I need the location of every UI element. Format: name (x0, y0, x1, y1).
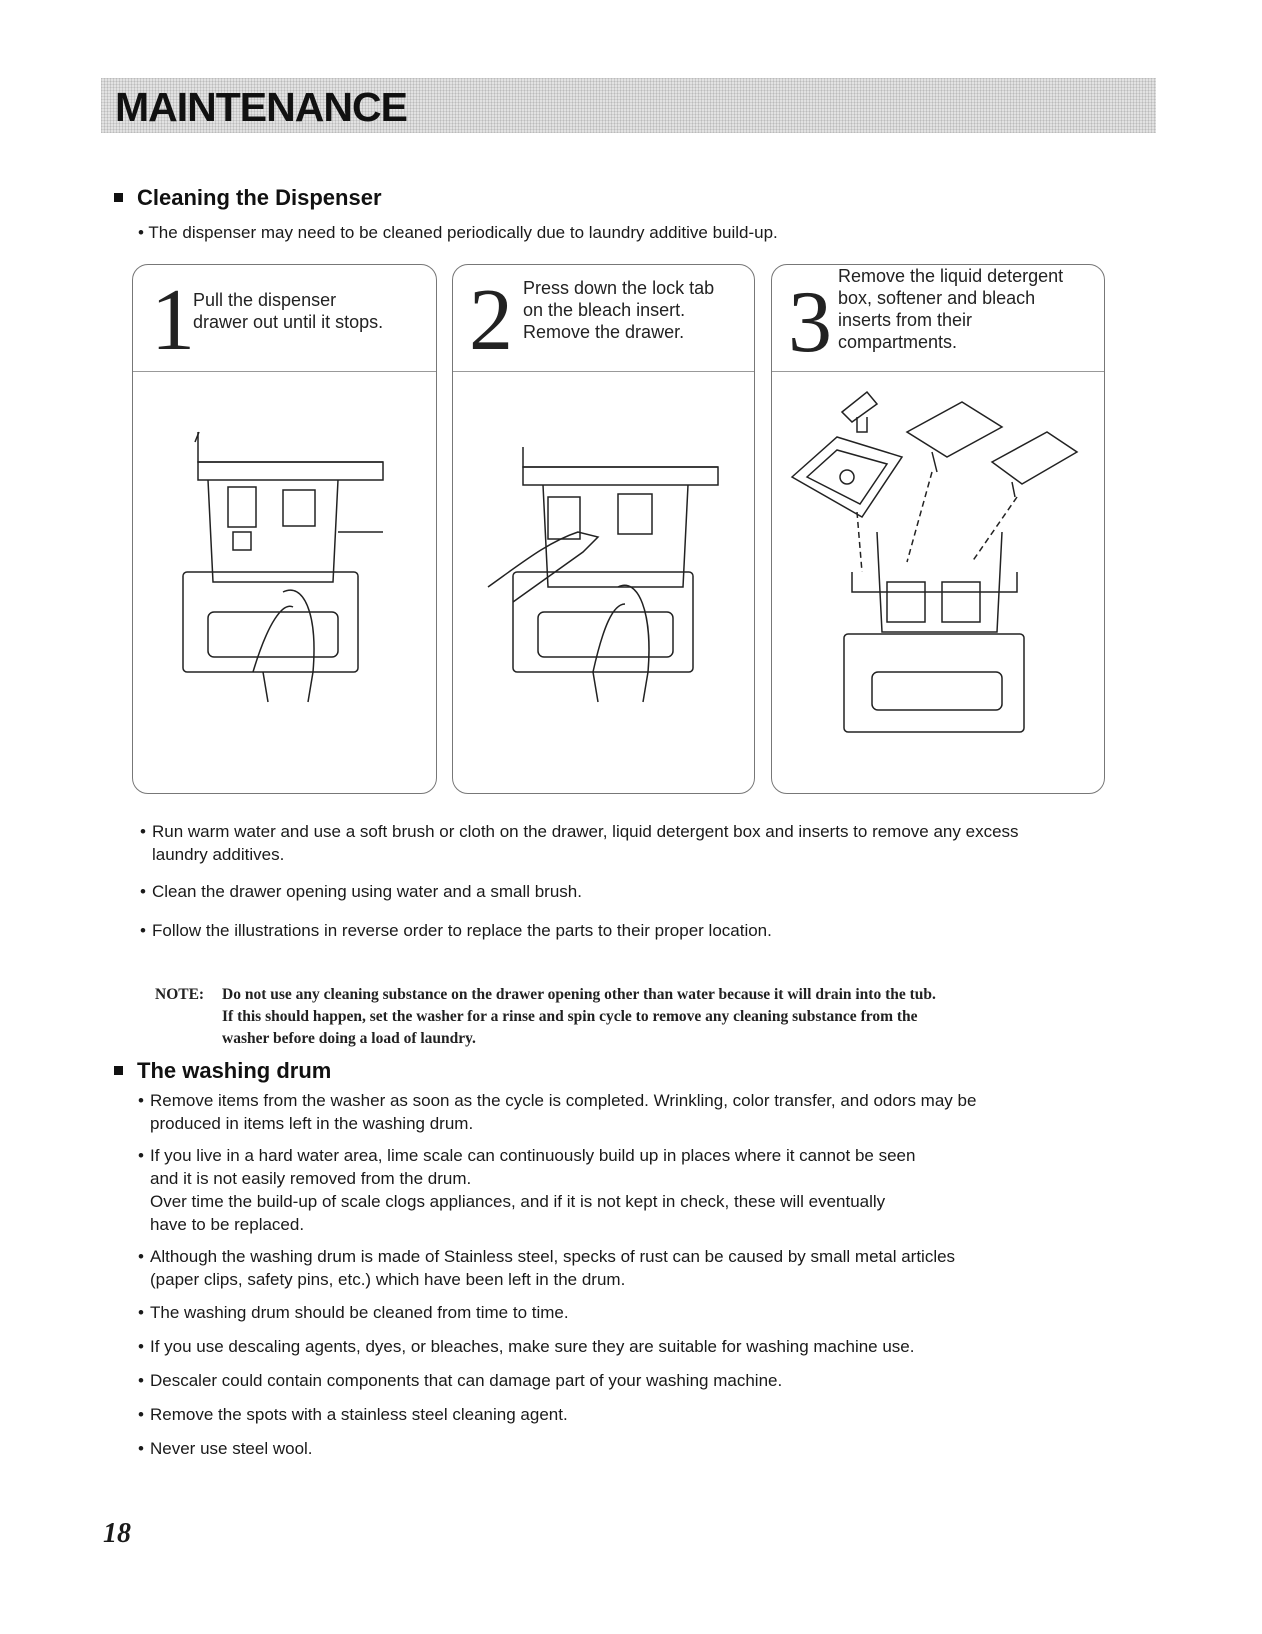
list-item (140, 880, 1019, 903)
dispenser-bullet-list (140, 820, 1019, 942)
list-item (138, 1301, 976, 1324)
step-1-line-1: Pull the dispenser (193, 290, 337, 310)
bullet-text: Never use steel wool. (150, 1439, 313, 1458)
bullet-text: laundry additives. (152, 845, 285, 864)
pull-drawer-illustration (133, 372, 436, 792)
step-1-line-2: drawer out until it stops. (193, 312, 384, 332)
step-3-line-3: inserts from their (838, 310, 973, 330)
press-lock-tab-illustration (453, 372, 754, 792)
square-bullet-icon (114, 193, 123, 202)
note-label: NOTE: (155, 986, 205, 1003)
bullet-text: produced in items left in the washing drum. (150, 1114, 474, 1133)
bullet-text: have to be replaced. (150, 1215, 305, 1234)
note-body (222, 984, 1125, 1050)
note-line: washer before doing a load of laundry. (222, 1030, 476, 1047)
page-title: MAINTENANCE (115, 84, 407, 130)
list-item (138, 1335, 976, 1358)
list-item (140, 820, 1019, 866)
square-bullet-icon (114, 1066, 123, 1075)
bullet-text: and it is not easily removed from the drum. (150, 1169, 472, 1188)
dispenser-heading (114, 185, 382, 211)
step-text-2 (523, 277, 714, 343)
list-item (140, 919, 1019, 942)
page-number: 18 (103, 1518, 131, 1549)
dispenser-intro-text: The dispenser may need to be cleaned periodically due to laundry additive build-up. (148, 223, 778, 242)
drum-bullet-list (138, 1089, 976, 1460)
step-3-line-2: box, softener and bleach (838, 288, 1036, 308)
list-item (138, 1089, 976, 1135)
step-panel-2 (452, 264, 755, 794)
step-text-1 (193, 289, 383, 333)
drum-heading (114, 1058, 331, 1084)
bullet-text: Over time the build-up of scale clogs appliances, and if it is not kept in check, these will eventually (150, 1192, 886, 1211)
bullet-text: The washing drum should be cleaned from time to time. (150, 1303, 569, 1322)
step-3-line-1: Remove the liquid detergent (838, 266, 1064, 286)
bullet-text: Remove the spots with a stainless steel cleaning agent. (150, 1405, 568, 1424)
note-line: Do not use any cleaning substance on the drawer opening other than water because it will drain into the tub. (222, 986, 936, 1003)
bullet-text: (paper clips, safety pins, etc.) which have been left in the drum. (150, 1270, 626, 1289)
step-2-line-1: Press down the lock tab (523, 278, 715, 298)
bullet-text: If you live in a hard water area, lime scale can continuously build up in places where it cannot be seen (150, 1146, 916, 1165)
drum-heading-text: The washing drum (137, 1058, 332, 1083)
list-item (138, 1144, 976, 1236)
remove-inserts-illustration (772, 372, 1104, 792)
list-item (138, 1403, 976, 1426)
dispenser-heading-text: Cleaning the Dispenser (137, 185, 382, 210)
bullet-text: Descaler could contain components that can damage part of your washing machine. (150, 1371, 783, 1390)
step-number-2: 2 (469, 272, 513, 369)
bullet-text: If you use descaling agents, dyes, or bleaches, make sure they are suitable for washing machine use. (150, 1337, 915, 1356)
step-number-3: 3 (788, 274, 832, 371)
list-item (138, 1437, 976, 1460)
step-2-line-3: Remove the drawer. (523, 322, 685, 342)
step-3-line-4: compartments. (838, 332, 958, 352)
note (155, 984, 1125, 1050)
bullet-text: Although the washing drum is made of Stainless steel, specks of rust can be caused by small metal articles (150, 1247, 956, 1266)
list-item (138, 1369, 976, 1392)
list-item (138, 1245, 976, 1291)
bullet-text: Remove items from the washer as soon as the cycle is completed. Wrinkling, color transfer, and odors may be (150, 1091, 977, 1110)
dispenser-intro: • The dispenser may need to be cleaned periodically due to laundry additive build-up. (138, 223, 778, 242)
step-panel-3 (771, 264, 1105, 794)
header-banner (101, 78, 1156, 133)
step-2-line-2: on the bleach insert. (523, 300, 686, 320)
bullet-text: Clean the drawer opening using water and a small brush. (152, 882, 582, 901)
bullet-text: Run warm water and use a soft brush or cloth on the drawer, liquid detergent box and inserts to remove any excess (152, 822, 1019, 841)
step-number-1: 1 (151, 272, 195, 369)
step-panel-1 (132, 264, 437, 794)
step-text-3 (838, 265, 1063, 353)
note-line: If this should happen, set the washer for a rinse and spin cycle to remove any cleaning substance from the (222, 1008, 918, 1025)
bullet-text: Follow the illustrations in reverse order to replace the parts to their proper location. (152, 921, 772, 940)
